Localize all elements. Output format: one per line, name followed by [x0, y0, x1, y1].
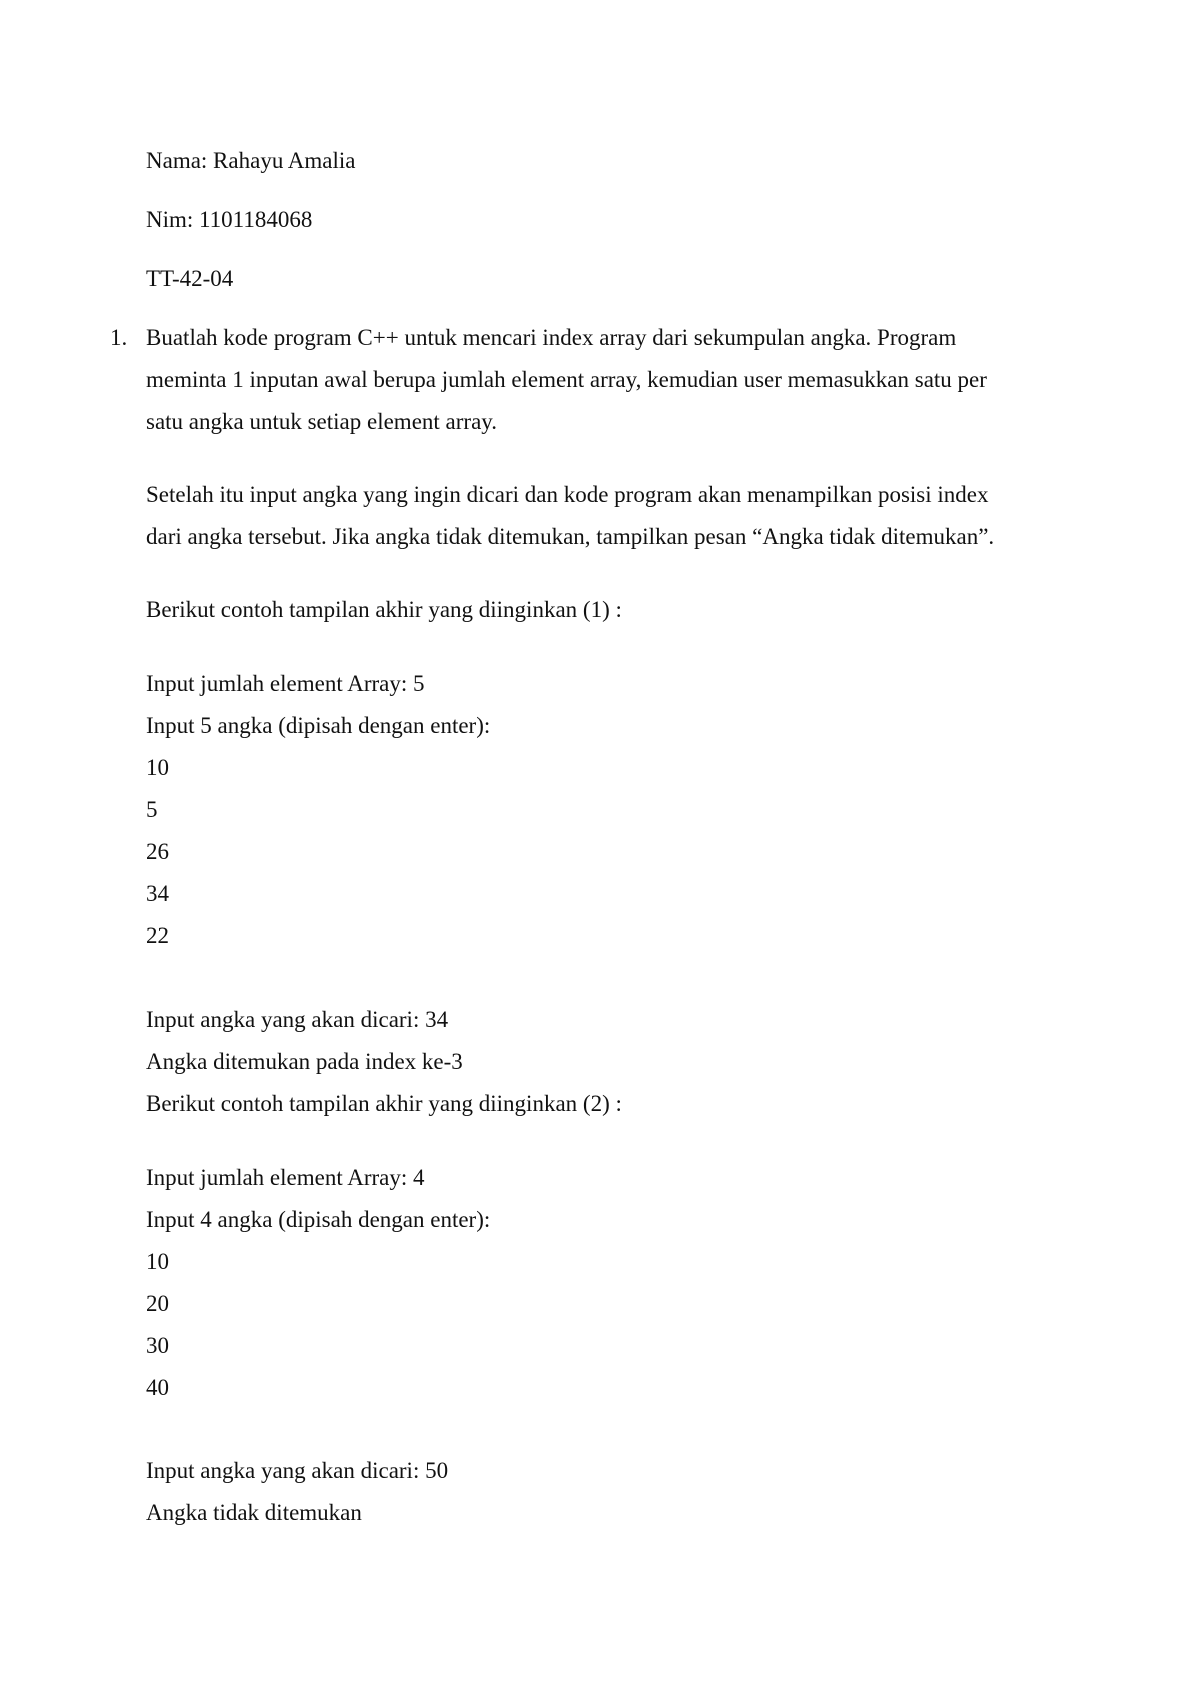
example-2-result: Angka tidak ditemukan	[146, 1500, 362, 1525]
question-paragraph-2-line-2: dari angka tersebut. Jika angka tidak ditemukan, tampilkan pesan “Angka tidak ditemukan”.	[146, 524, 995, 549]
example-2-line: 40	[146, 1375, 169, 1400]
question-number: 1.	[110, 325, 128, 350]
example-1-line: 5	[146, 797, 158, 822]
student-nim: Nim: 1101184068	[146, 207, 313, 232]
example-2-line: 20	[146, 1291, 169, 1316]
example-1-line: 22	[146, 923, 169, 948]
example-1-result: Angka ditemukan pada index ke-3	[146, 1049, 463, 1074]
example-1-line: 34	[146, 881, 169, 906]
example-1-search: Input angka yang akan dicari: 34	[146, 1007, 449, 1032]
question-paragraph-1-line-2: meminta 1 inputan awal berupa jumlah element array, kemudian user memasukkan satu per	[146, 367, 987, 392]
example-1-line: 10	[146, 755, 169, 780]
student-name: Nama: Rahayu Amalia	[146, 148, 356, 173]
example-2-line: 10	[146, 1249, 169, 1274]
example-1-line: Input jumlah element Array: 5	[146, 671, 425, 696]
question-paragraph-2-line-1: Setelah itu input angka yang ingin dicari dan kode program akan menampilkan posisi index	[146, 482, 989, 507]
class-code: TT-42-04	[146, 266, 234, 291]
example-1-line: 26	[146, 839, 169, 864]
example-2-line: Input 4 angka (dipisah dengan enter):	[146, 1207, 491, 1232]
example-2-line: Input jumlah element Array: 4	[146, 1165, 425, 1190]
example-2-search: Input angka yang akan dicari: 50	[146, 1458, 449, 1483]
example-1-heading: Berikut contoh tampilan akhir yang diinginkan (1) :	[146, 597, 622, 622]
example-1-line: Input 5 angka (dipisah dengan enter):	[146, 713, 491, 738]
example-2-heading: Berikut contoh tampilan akhir yang diinginkan (2) :	[146, 1091, 622, 1116]
example-2-line: 30	[146, 1333, 169, 1358]
question-paragraph-1-line-3: satu angka untuk setiap element array.	[146, 409, 498, 434]
question-paragraph-1-line-1: Buatlah kode program C++ untuk mencari index array dari sekumpulan angka. Program	[146, 325, 957, 350]
